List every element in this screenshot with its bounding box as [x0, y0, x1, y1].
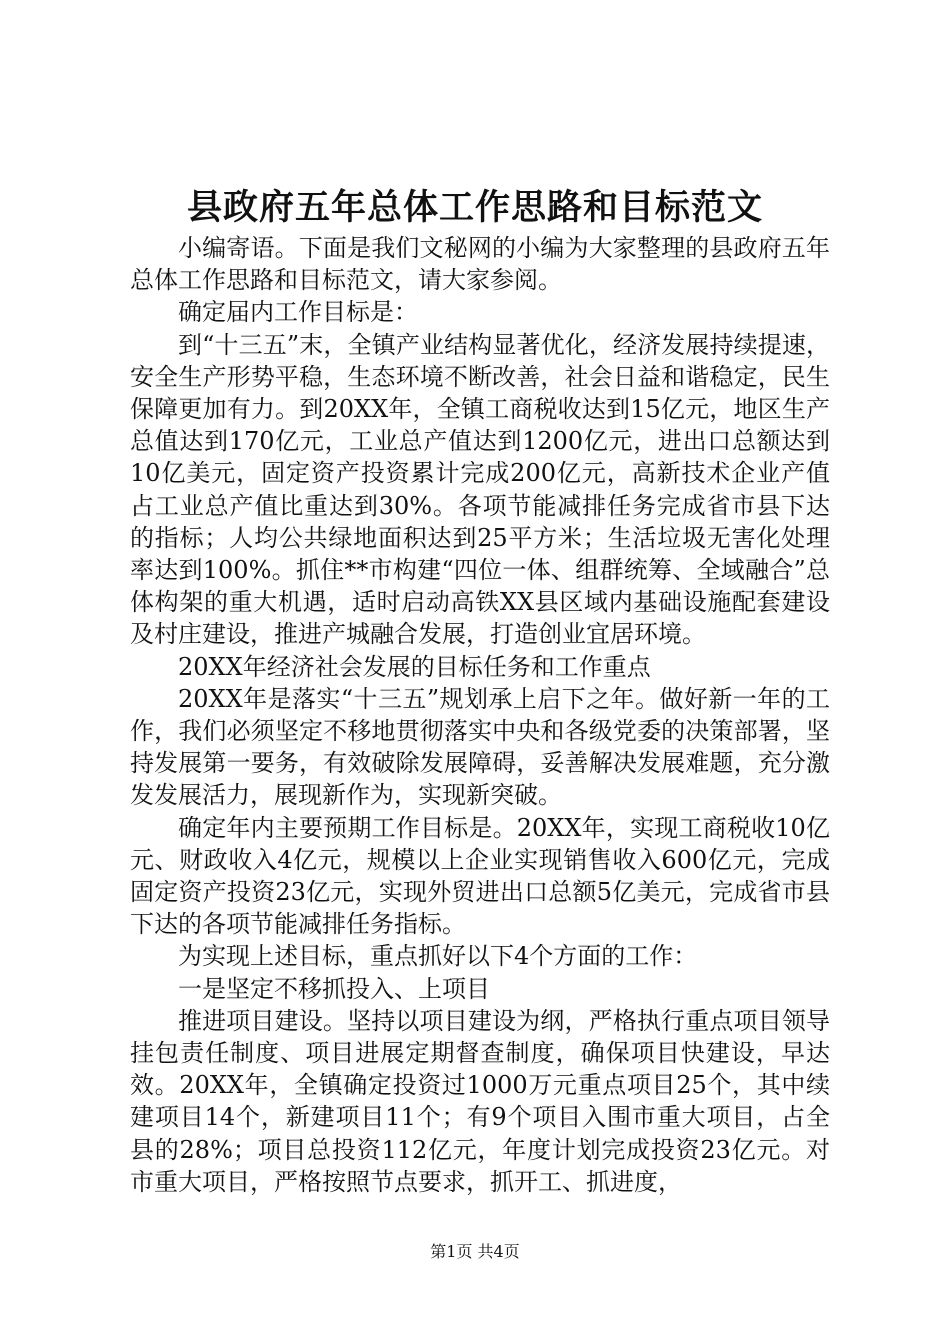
paragraph-four-aspects: 为实现上述目标，重点抓好以下4个方面的工作： — [178, 942, 698, 971]
paragraph-term-goal-heading: 确定届内工作目标是： — [178, 298, 418, 327]
paragraph-term-goals: 到“十三五”末，全镇产业结构显著优化，经济发展持续提速，安全生产形势平稳，生态环境不断改善，社会日益和谐稳定，民生保障更加有力。到20XX年，全镇工商税收达到15亿元，地区生产总值达到170亿元，工业总产值达到1200亿元，进出口总额达到10亿美元，固定资产投资累计完成200亿元，高新技术企业产值占工业总产值比重达到30%。各项节能减排任务完成省市县下达的指标；人均公共绿地面积达到25平方米；生活垃圾无害化处理率达到100%。抓住**市构建“四位一体、组群统筹、全域融合”总体构架的重大机遇，适时启动高铁XX县区域内基础设施配套建设及村庄建设，推进产城融合发展，打造创业宜居环境。 — [130, 330, 830, 649]
paragraph-intro: 小编寄语。下面是我们文秘网的小编为大家整理的县政府五年总体工作思路和目标范文，请大家参阅。 — [130, 234, 830, 295]
paragraph-annual-overview: 20XX年是落实“十三五”规划承上启下之年。做好新一年的工作，我们必须坚定不移地贯彻落实中央和各级党委的决策部署，坚持发展第一要务，有效破除发展障碍，妥善解决发展难题，充分激发发展活力，展现新作为，实现新突破。 — [130, 684, 830, 810]
document-title: 县政府五年总体工作思路和目标范文 — [186, 187, 763, 228]
subheading-investment: 一是坚定不移抓投入、上项目 — [178, 974, 490, 1003]
paragraph-annual-goals: 确定年内主要预期工作目标是。20XX年，实现工商税收10亿元、财政收入4亿元，规模以上企业实现销售收入600亿元，完成固定资产投资23亿元，实现外贸进出口总额5亿美元，完成省市县下达的各项节能减排任务指标。 — [130, 813, 830, 939]
paragraph-project-construction: 推进项目建设。坚持以项目建设为纲，严格执行重点项目领导挂包责任制度、项目进展定期督查制度，确保项目快建设，早达效。20XX年，全镇确定投资过1000万元重点项目25个，其中续建项目14个，新建项目11个；有9个项目入围市重大项目，占全县的28%；项目总投资112亿元，年度计划完成投资23亿元。对市重大项目，严格按照节点要求，抓开工、抓进度， — [130, 1006, 830, 1196]
section-heading-annual-tasks: 20XX年经济社会发展的目标任务和工作重点 — [178, 652, 651, 681]
document-body — [130, 232, 830, 1198]
page-footer: 第1页 共4页 — [430, 1242, 520, 1261]
